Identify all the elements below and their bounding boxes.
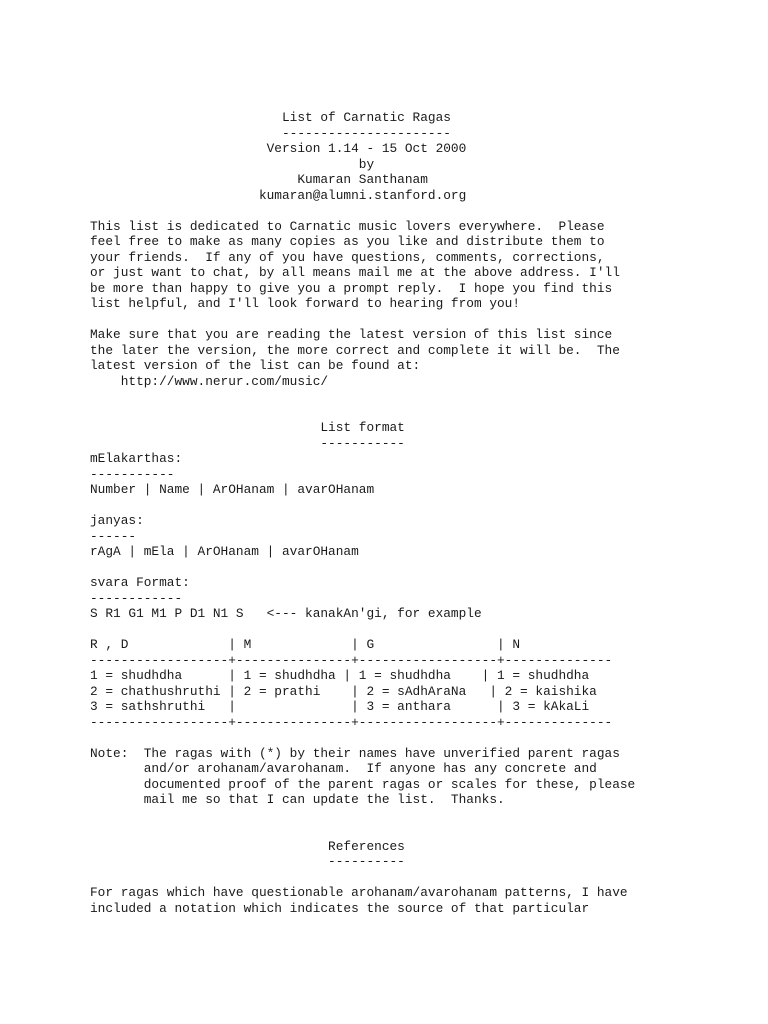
blank-line [90, 498, 635, 514]
text-line: This list is dedicated to Carnatic music lovers everywhere. Please [90, 218, 605, 234]
text-line: ------------ [90, 590, 183, 606]
text-line: your friends. If any of you have questions, comments, corrections, [90, 249, 605, 265]
text-line: List format [90, 420, 405, 435]
text-line: ------------------+---------------+------------------+-------------- [90, 714, 613, 730]
text-line: janyas: [90, 513, 144, 528]
blank-line [90, 870, 635, 886]
text-line: List of Carnatic Ragas [90, 110, 451, 125]
text-line: R , D | M | G | N [90, 637, 521, 652]
text-line: Note: The ragas with (*) by their names have unverified parent ragas [90, 745, 620, 761]
text-line: documented proof of the parent ragas or scales for these, please [90, 776, 636, 792]
text-line: included a notation which indicates the source of that particular [90, 900, 590, 916]
blank-line [90, 560, 635, 576]
text-line: or just want to chat, by all means mail me at the above address. I'll [90, 265, 620, 280]
text-line: http://www.nerur.com/music/ [90, 373, 329, 389]
text-line: ------------------+---------------+------------------+-------------- [90, 652, 613, 668]
text-line: mail me so that I can update the list. Thanks. [90, 792, 505, 807]
blank-line [90, 823, 635, 839]
blank-line [90, 389, 635, 405]
text-line: ---------------------- [90, 125, 451, 141]
text-line: ---------- [90, 854, 405, 869]
text-line: ----------- [90, 435, 405, 451]
text-line: Version 1.14 - 15 Oct 2000 [90, 141, 467, 156]
text-line: For ragas which have questionable arohanam/avarohanam patterns, I have [90, 885, 628, 900]
text-line: svara Format: [90, 575, 190, 590]
blank-line [90, 808, 635, 824]
text-line: list helpful, and I'll look forward to hearing from you! [90, 296, 521, 311]
blank-line [90, 312, 635, 328]
text-line: 2 = chathushruthi | 2 = prathi | 2 = sAdhAraNa | 2 = kaishika [90, 683, 597, 699]
text-line: by [90, 156, 375, 172]
text-line: Make sure that you are reading the latest version of this list since [90, 327, 613, 342]
text-line: the later the version, the more correct and complete it will be. The [90, 342, 620, 358]
text-line: feel free to make as many copies as you like and distribute them to [90, 234, 605, 249]
document-text [90, 110, 635, 916]
text-line: 1 = shudhdha | 1 = shudhdha | 1 = shudhdha | 1 = shudhdha [90, 668, 590, 683]
text-line: ------ [90, 528, 137, 544]
blank-line [90, 405, 635, 421]
text-line: mElakarthas: [90, 451, 183, 466]
text-line: latest version of the list can be found at: [90, 358, 421, 373]
blank-line [90, 622, 635, 638]
text-line: be more than happy to give you a prompt reply. I hope you find this [90, 280, 613, 296]
text-line: References [90, 838, 405, 854]
text-line: and/or arohanam/avarohanam. If anyone has any concrete and [90, 761, 597, 776]
text-line: rAgA | mEla | ArOHanam | avarOHanam [90, 544, 359, 559]
text-line: kumaran@alumni.stanford.org [90, 187, 467, 203]
text-line: S R1 G1 M1 P D1 N1 S <--- kanakAn'gi, for example [90, 606, 482, 621]
text-line: 3 = sathshruthi | | 3 = anthara | 3 = kAkaLi [90, 699, 590, 714]
text-line: ----------- [90, 466, 175, 482]
blank-line [90, 203, 635, 219]
text-line: Number | Name | ArOHanam | avarOHanam [90, 482, 375, 497]
text-line: Kumaran Santhanam [90, 172, 428, 187]
blank-line [90, 730, 635, 746]
